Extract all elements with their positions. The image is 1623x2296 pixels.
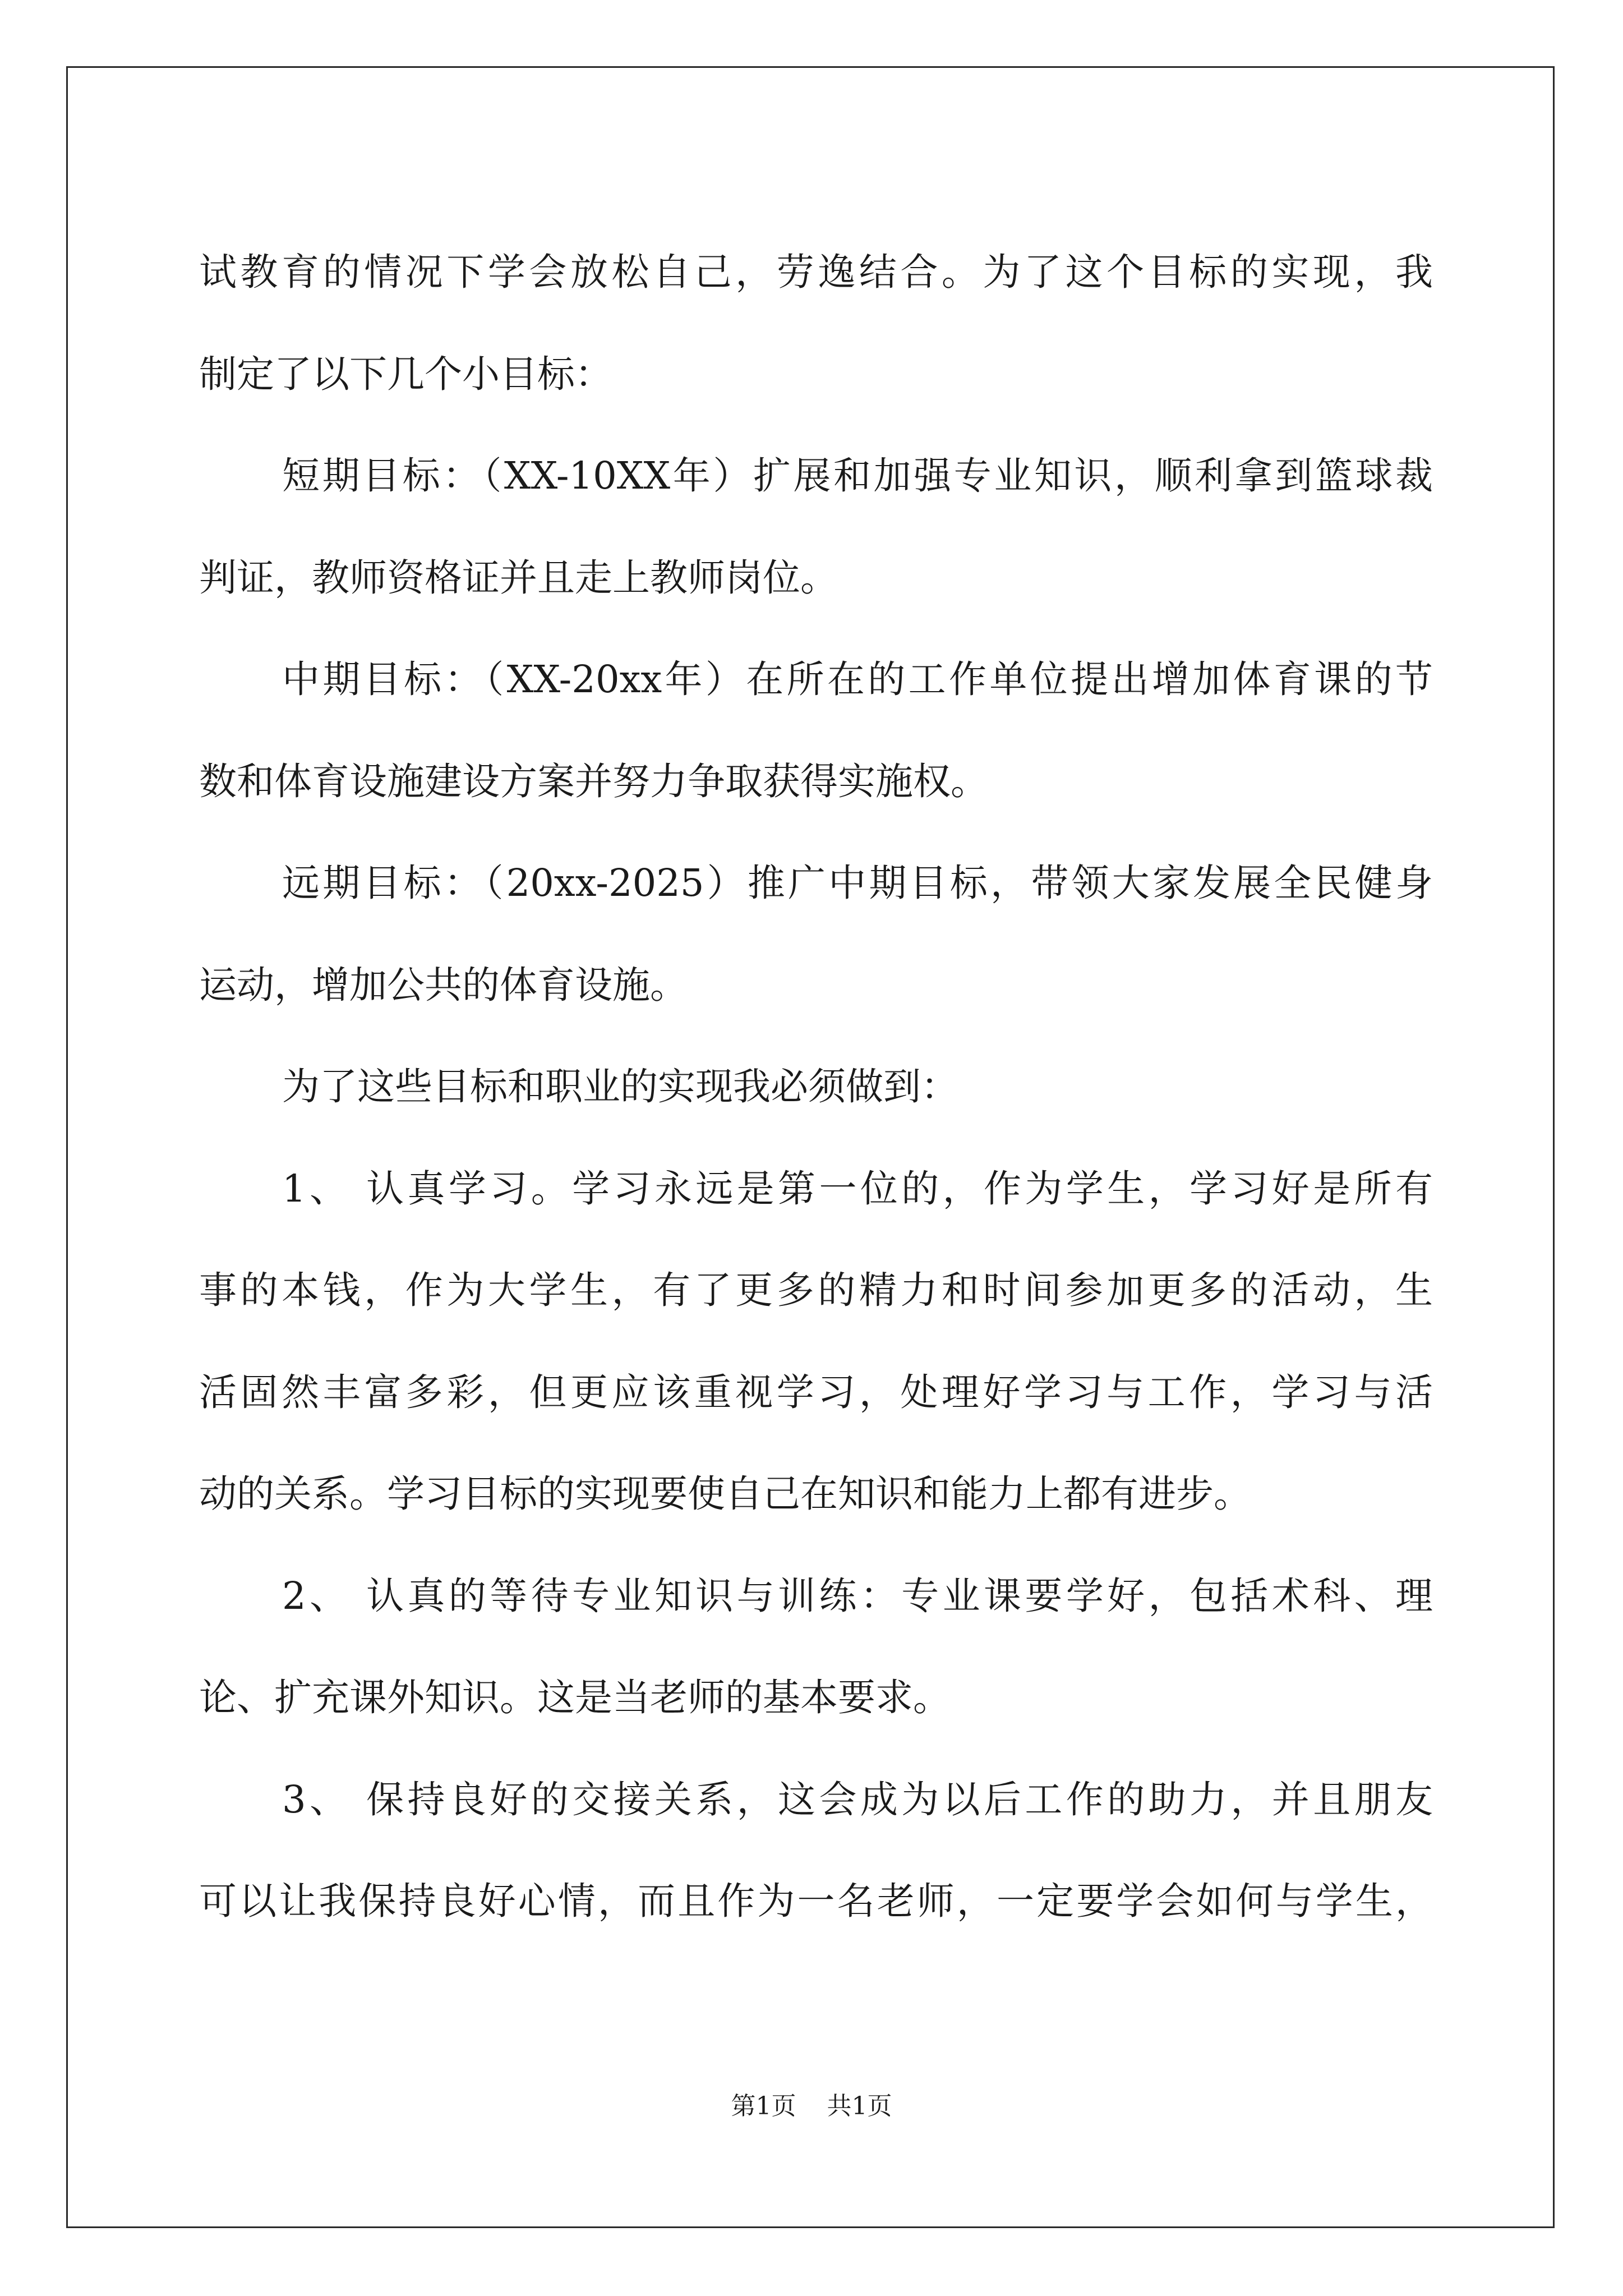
text-line: 为了这些目标和职业的实现我必须做到： bbox=[282, 1065, 958, 1108]
text-line: 中期目标：（XX-20xx年）在所在的工作单位提出增加体育课的节 bbox=[282, 657, 1433, 701]
text-line: 论、扩充课外知识。这是当老师的基本要求。 bbox=[199, 1676, 951, 1719]
page-total-label: 共1页 bbox=[827, 2092, 892, 2120]
paragraph-item-3 bbox=[199, 1749, 1433, 1953]
text-line: 活固然丰富多彩，但更应该重视学习，处理好学习与工作，学习与活 bbox=[199, 1370, 1433, 1414]
page-number-label: 第1页 bbox=[731, 2092, 796, 2120]
text-line: 制定了以下几个小目标： bbox=[199, 352, 612, 396]
text-line: 判证，教师资格证并且走上教师岗位。 bbox=[199, 555, 838, 600]
text-line: 数和体育设施建设方案并努力争取获得实施权。 bbox=[199, 759, 988, 803]
paragraph-mid-term-goal bbox=[199, 629, 1433, 832]
document-body bbox=[199, 222, 1433, 1953]
paragraph-item-1 bbox=[199, 1138, 1433, 1545]
text-line: 事的本钱，作为大学生，有了更多的精力和时间参加更多的活动，生 bbox=[199, 1268, 1433, 1312]
paragraph-item-2 bbox=[199, 1545, 1433, 1749]
paragraph-requirements-intro bbox=[199, 1036, 1433, 1138]
text-line: 试教育的情况下学会放松自己，劳逸结合。为了这个目标的实现，我 bbox=[199, 250, 1433, 294]
text-line: 3、 保持良好的交接关系，这会成为以后工作的助力，并且朋友 bbox=[282, 1777, 1433, 1821]
text-line: 短期目标：（XX-10XX年）扩展和加强专业知识，顺利拿到篮球裁 bbox=[282, 454, 1433, 498]
text-line: 动的关系。学习目标的实现要使自己在知识和能力上都有进步。 bbox=[199, 1472, 1251, 1516]
text-line: 可以让我保持良好心情，而且作为一名老师，一定要学会如何与学生， bbox=[199, 1879, 1433, 1923]
page-footer bbox=[0, 2086, 1623, 2122]
paragraph-short-term-goal bbox=[199, 425, 1433, 629]
text-line: 运动，增加公共的体育设施。 bbox=[199, 963, 688, 1007]
paragraph-long-term-goal bbox=[199, 832, 1433, 1036]
text-line: 远期目标：（20xx-2025）推广中期目标，带领大家发展全民健身 bbox=[282, 861, 1433, 905]
text-line: 1、 认真学习。学习永远是第一位的，作为学生，学习好是所有 bbox=[282, 1166, 1433, 1211]
text-line: 2、 认真的等待专业知识与训练：专业课要学好，包括术科、理 bbox=[282, 1573, 1433, 1618]
paragraph-intro-continued bbox=[199, 222, 1433, 425]
